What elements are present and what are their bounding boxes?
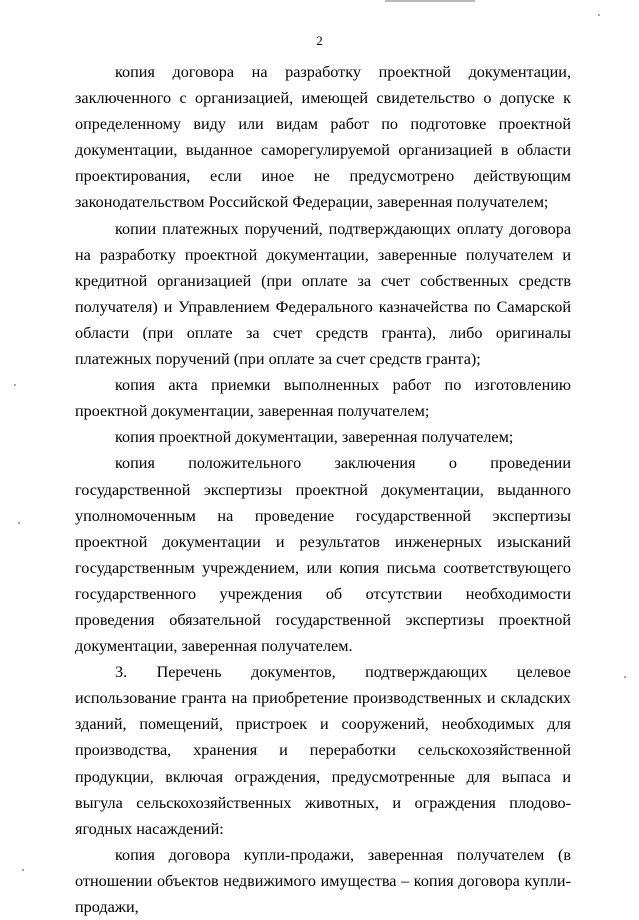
paragraph: копия акта приемки выполненных работ по изготовлению проектной документации, заверенная получателем; [75,376,571,421]
scan-speck [18,522,20,524]
paragraph: 3. Перечень документов, подтверждающих целевое использование гранта на приобретение производственных и складских зданий, помещений, пристроек и сооружений, необходимых для производства, хранения и переработки сельскохозяйственной продукции, включая ограждения, предусмотренные для выпаса и выгула сельскохозяйственных животных, и ограждения плодово-ягодных насаждений: [75,663,571,838]
paragraph: копия договора купли-продажи, заверенная получателем (в отношении объектов недвижимого имущества – копия договора купли-продажи, [75,845,571,916]
scan-speck [598,14,600,16]
page-number: 2 [316,33,323,48]
paragraph: копия проектной документации, заверенная получателем; [115,428,514,447]
scan-edge-mark [385,0,475,2]
paragraph: копии платежных поручений, подтверждающих оплату договора на разработку проектной документации, заверенные получателем и кредитной организацией (при оплате за счет собственных средств получателя) и Управлением Федерального казначейства по Самарской области (при оплате за счет средств гранта), либо оригиналы платежных поручений (при оплате за счет средств гранта); [75,219,571,369]
scan-speck [14,384,16,386]
paragraph: копия договора на разработку проектной документации, заключенного с организацией, имеющей свидетельство о допуске к определенному виду или видам работ по подготовке проектной документации, выданное саморегулируемой организацией в области проектирования, если иное не предусмотрено действующим законодательством Российской Федерации, заверенная получателем; [75,63,571,212]
scan-speck [22,869,24,871]
paragraph: копия положительного заключения о проведении государственной экспертизы проектной документации, выданного уполномоченным на проведение государственной экспертизы проектной документации и результатов инженерных изысканий государственным учреждением, или копия письма соответствующего государственного учреждения об отсутствии необходимости проведения обязательной государственной экспертизы проектной документации, заверенная получателем. [75,454,571,656]
document-body [75,59,571,920]
scan-speck [624,676,626,678]
